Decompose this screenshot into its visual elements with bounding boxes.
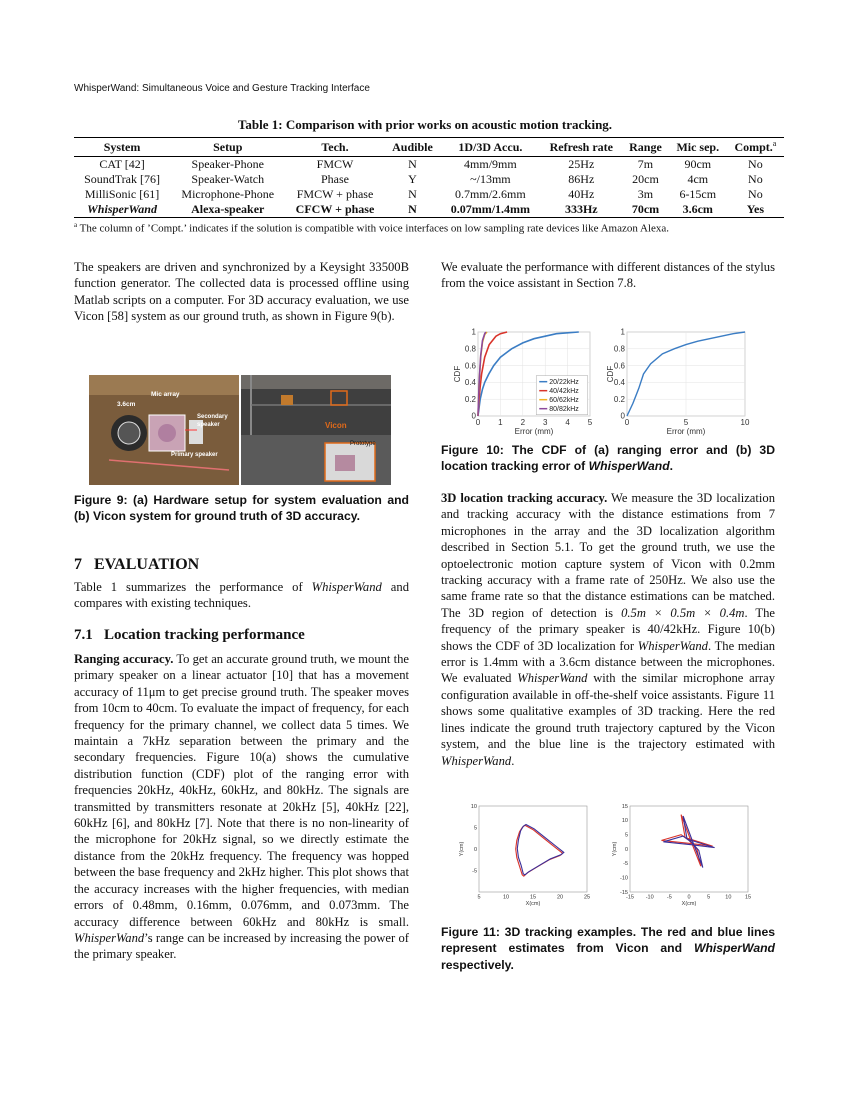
table-cell: WhisperWand	[74, 202, 170, 218]
label-vicon: Vicon	[325, 421, 347, 430]
table-cell: 6-15cm	[679, 187, 717, 201]
x-tick-label: -5	[666, 894, 672, 901]
col-header: 1D/3D Accu.	[440, 138, 540, 157]
table-footnote	[74, 221, 669, 235]
table-row-whisperwand	[74, 202, 784, 218]
figure-11-caption	[441, 924, 775, 973]
x-tick-label: 5	[683, 418, 689, 427]
x-tick-label: 20	[556, 894, 564, 901]
run-in-heading: Ranging accuracy.	[74, 652, 174, 666]
table-cell: 3.6cm	[669, 202, 727, 218]
vicon-camera	[281, 395, 293, 405]
plot-area	[479, 806, 587, 892]
plot-area	[630, 806, 748, 892]
y-axis-label: Y(cm)	[459, 841, 465, 857]
y-tick-label: 0	[620, 411, 625, 421]
y-axis-label: CDF	[606, 365, 615, 383]
x-tick-label: 10	[502, 894, 510, 901]
y-tick-label: -5	[623, 861, 628, 868]
text-run: Table 1 summarizes the performance of	[74, 580, 312, 594]
label-size: 3.6cm	[117, 401, 136, 408]
col-header: Audible	[385, 138, 441, 157]
table-cell: 4cm	[687, 172, 709, 186]
x-tick-label: -10	[645, 894, 654, 901]
y-tick-label: 1	[471, 327, 476, 337]
legend-entry: 80/82kHz	[549, 406, 579, 414]
col-header-compt	[727, 138, 784, 157]
y-tick-label: 0.8	[464, 344, 476, 354]
x-tick-label: 5	[477, 894, 481, 901]
text-run: To get an accurate ground truth, we mount the primary speaker on a linear actuator [10] that has a movement accuracy of 11μm to get precise ground truth. The speaker moves from 10cm to 40cm. To evaluate the impact of frequency, for each frequency for the primary channel, we collect data 5 times. We maintain a 7kHz separation between the primary and the secondary frequencies. Figure 10(a) shows the cumulative distribution function (CDF) plot of the ranging error with frequencies 20kHz, 40kHz, 60kHz, and 80kHz. The signals are transmitted by transmitters resonate at 20kHz [5], 40kHz [22], 60kHz [6], and 80kHz [7]. Note that there is no non-linearity of the microphone for 20kHz signal, so we directly estimate the distance from the 20kHz frequency. The frequency was hopped between the base frequency and 2kHz higher. This plot shows that the accuracy increases with the higher frequencies, with median errors of 0.48mm, 0.16mm, 0.076mm, and 0.073mm. The accuracy difference between 60kHz and 80kHz is small.	[74, 652, 409, 929]
paragraph-setup: The speakers are driven and synchronized by a Keysight 33500B function generator. The collected data is processed offline using Matlab scripts on a computer. For 3D accuracy evaluation, we use Vicon [58] system as our ground truth, as shown in Figure 9(b).	[74, 260, 409, 324]
primary-speaker-cone	[118, 422, 140, 444]
table-cell: CAT [42]	[99, 157, 145, 171]
col-header: Refresh rate	[540, 138, 622, 157]
run-in-heading: 3D location tracking accuracy.	[441, 491, 608, 505]
text-run: with the similar microphone array configuration available in off-the-shelf voice assistants. Figure 11 shows some qualitative examples of 3D tracking. Here the red lines indicate the ground truth trajectory captured by the Vicon system, and the blue line is the trajectory estimated with	[441, 671, 775, 752]
paragraph-distance-eval: We evaluate the performance with different distances of the stylus from the voice assistant in Section 7.8.	[441, 260, 775, 291]
running-head: WhisperWand: Simultaneous Voice and Gesture Tracking Interface	[74, 83, 370, 94]
table-cell: 0.07mm/1.4mm	[440, 202, 540, 218]
table-cell: N	[408, 187, 417, 201]
table-cell: N	[408, 157, 417, 171]
y-tick-label: 0	[471, 411, 476, 421]
table-cell: 333Hz	[540, 202, 622, 218]
section-7-heading	[74, 556, 409, 574]
table-cell: 90cm	[684, 157, 712, 171]
x-tick-label: 15	[529, 894, 537, 901]
table-cell: 25Hz	[568, 157, 595, 171]
paragraph-ranging-accuracy	[74, 651, 409, 963]
figure-10-caption	[441, 442, 775, 475]
legend-entry: 20/22kHz	[549, 379, 579, 387]
system-name: WhisperWand	[74, 930, 145, 945]
table-cell: Alexa-speaker	[170, 202, 285, 218]
figure-10a-chart	[450, 326, 600, 438]
y-tick-label: 0.8	[613, 344, 625, 354]
label-primary-speaker: Primary speaker	[171, 452, 218, 458]
table-cell: Phase	[320, 172, 349, 186]
x-axis-label: Error (mm)	[666, 427, 706, 436]
table-cell: FMCW + phase	[296, 187, 374, 201]
x-tick-label: 0	[687, 894, 691, 901]
x-tick-label: 1	[498, 418, 503, 427]
figure-10b-chart	[605, 326, 755, 438]
text-run: . The median error is 1.4mm with a 3.6cm distance between the microphones. We evaluated	[441, 638, 775, 686]
table-row	[74, 187, 784, 202]
figure-11a-chart	[455, 802, 605, 910]
y-tick-label: 0.6	[613, 361, 625, 371]
text-run: and compares with existing techniques.	[74, 580, 409, 611]
y-tick-label: 0.2	[464, 394, 476, 404]
paragraph-evaluation-intro	[74, 579, 409, 612]
y-tick-label: 1	[620, 327, 625, 337]
col-header: Compt.	[734, 140, 773, 154]
footnote-text: The column of ’Compt.’ indicates if the solution is compatible with voice interfaces on low sampling rate devices like Amazon Alexa.	[79, 222, 670, 235]
x-tick-label: -15	[626, 894, 634, 901]
table-cell: Microphone-Phone	[181, 187, 275, 201]
table-cell: N	[385, 202, 441, 218]
y-tick-label: -15	[620, 889, 628, 896]
col-header: System	[74, 138, 170, 157]
figure-9a-photo	[89, 375, 239, 485]
system-name: WhisperWand	[588, 459, 670, 474]
table-cell: 4mm/9mm	[464, 157, 517, 171]
table-cell: MilliSonic [61]	[84, 187, 160, 201]
x-tick-label: 5	[707, 894, 711, 901]
x-axis-label: X(cm)	[525, 901, 541, 907]
x-tick-label: 10	[740, 418, 750, 427]
table-cell: 86Hz	[568, 172, 595, 186]
text-run: We measure the 3D localization and tracking accuracy with the distance estimations from 7 microphones in the array and the 3D localization algorithm described in Section 5.1. To get the ground truth, we use the optoelectronic motion capture system of Vicon with 0.2mm tracking accuracy with a frame rate of 250Hz. We also use the same frame rate so that the distance estimations can be matched. The 3D region of detection is	[441, 491, 775, 620]
table-cell: No	[748, 187, 763, 201]
y-tick-label: -10	[620, 875, 628, 882]
text-run: ’s range can be increased by increasing the power of the primary speaker.	[74, 930, 409, 962]
y-tick-label: 15	[621, 803, 628, 810]
x-tick-label: 3	[542, 418, 548, 427]
table-cell: No	[748, 172, 763, 186]
table-cell: ~/13mm	[470, 172, 511, 186]
x-tick-label: 25	[583, 894, 591, 901]
x-tick-label: 5	[587, 418, 593, 427]
y-tick-label: 0.4	[613, 378, 625, 388]
x-tick-label: 4	[565, 418, 570, 427]
table-row	[74, 172, 784, 187]
table-header-row	[74, 138, 784, 157]
table-cell: Yes	[727, 202, 784, 218]
subsection-number: 7.1	[74, 627, 93, 643]
col-header: Tech.	[285, 138, 384, 157]
table-cell: Y	[408, 172, 417, 186]
table-cell: 0.7mm/2.6mm	[455, 187, 526, 201]
table-cell: 70cm	[622, 202, 669, 218]
table-cell: 3m	[637, 187, 654, 201]
legend-entry: 40/42kHz	[549, 388, 579, 396]
table-cell: 40Hz	[568, 187, 595, 201]
col-header: Mic sep.	[669, 138, 727, 157]
y-tick-label: 0.4	[464, 378, 476, 388]
y-tick-label: 5	[473, 825, 477, 832]
system-name: WhisperWand	[441, 753, 512, 768]
table-caption: Table 1: Comparison with prior works on acoustic motion tracking.	[237, 117, 613, 132]
x-tick-label: 0	[475, 418, 481, 427]
text-run: .	[511, 753, 515, 768]
table-cell: Speaker-Phone	[191, 157, 264, 171]
system-name: WhisperWand	[693, 941, 775, 956]
y-tick-label: 10	[470, 803, 477, 810]
x-axis-label: Error (mm)	[514, 427, 554, 436]
system-name: WhisperWand	[517, 671, 588, 686]
x-tick-label: 15	[744, 894, 752, 901]
label-mic-array: Mic array	[151, 391, 180, 398]
caption-text: .	[669, 459, 674, 474]
x-tick-label: 2	[520, 418, 526, 427]
ceiling	[241, 375, 391, 389]
section-number: 7	[74, 556, 82, 573]
table-cell: FMCW	[316, 157, 354, 171]
col-header: Range	[622, 138, 669, 157]
table-cell: 7m	[637, 157, 654, 171]
caption-text: respectively.	[441, 957, 514, 972]
label-secondary-speaker: Secondary speaker	[197, 414, 228, 428]
vicon-photo-drawing	[241, 375, 391, 485]
figure-11b-chart	[608, 802, 758, 910]
table-cell: 20cm	[632, 172, 659, 186]
table-cell: CFCW + phase	[285, 202, 384, 218]
y-tick-label: 0	[624, 846, 628, 853]
legend-entry: 60/62kHz	[549, 397, 579, 405]
text-run: . The frequency of the primary speaker is 40/42kHz. Figure 10(b) shows the CDF of 3D localization for	[441, 605, 775, 653]
table-row	[74, 157, 784, 173]
prototype-device	[335, 455, 355, 471]
comparison-table	[74, 137, 784, 218]
x-axis-label: X(cm)	[681, 901, 697, 907]
y-tick-label: 10	[621, 818, 628, 825]
subsection-title: Location tracking performance	[104, 627, 305, 643]
y-tick-label: 0.6	[464, 361, 476, 371]
y-axis-label: CDF	[453, 365, 462, 383]
x-tick-label: 0	[624, 418, 630, 427]
caption-text: Figure 11: 3D tracking examples. The red and blue lines represent estimates from Vicon and	[441, 925, 775, 956]
mic-array-center	[158, 424, 176, 442]
paragraph-3d-accuracy	[441, 490, 775, 769]
subsection-7-1-heading	[74, 627, 409, 644]
y-tick-label: 0.2	[613, 394, 625, 404]
math-region: 0.5m × 0.5m × 0.4m	[621, 605, 745, 620]
col-header: Setup	[170, 138, 285, 157]
table-cell: No	[748, 157, 763, 171]
y-tick-label: -5	[472, 868, 477, 875]
figure-9-caption: Figure 9: (a) Hardware setup for system evaluation and (b) Vicon system for ground truth of 3D accuracy.	[74, 493, 409, 524]
label-prototype: Prototype	[350, 441, 376, 447]
table-cell: Speaker-Watch	[191, 172, 265, 186]
caption-text: Figure 10: The CDF of (a) ranging error and (b) 3D location tracking error of	[441, 443, 775, 474]
footnote-mark: a	[74, 221, 78, 229]
footnote-mark: a	[772, 139, 777, 148]
section-title: EVALUATION	[94, 556, 200, 573]
y-tick-label: 5	[624, 832, 628, 839]
table-cell: SoundTrak [76]	[84, 172, 160, 186]
y-axis-label: Y(cm)	[612, 841, 618, 857]
figure-9b-photo	[241, 375, 391, 485]
x-tick-label: 10	[725, 894, 732, 901]
y-tick-label: 0	[473, 846, 477, 853]
system-name: WhisperWand	[637, 638, 708, 653]
system-name: WhisperWand	[311, 580, 382, 594]
